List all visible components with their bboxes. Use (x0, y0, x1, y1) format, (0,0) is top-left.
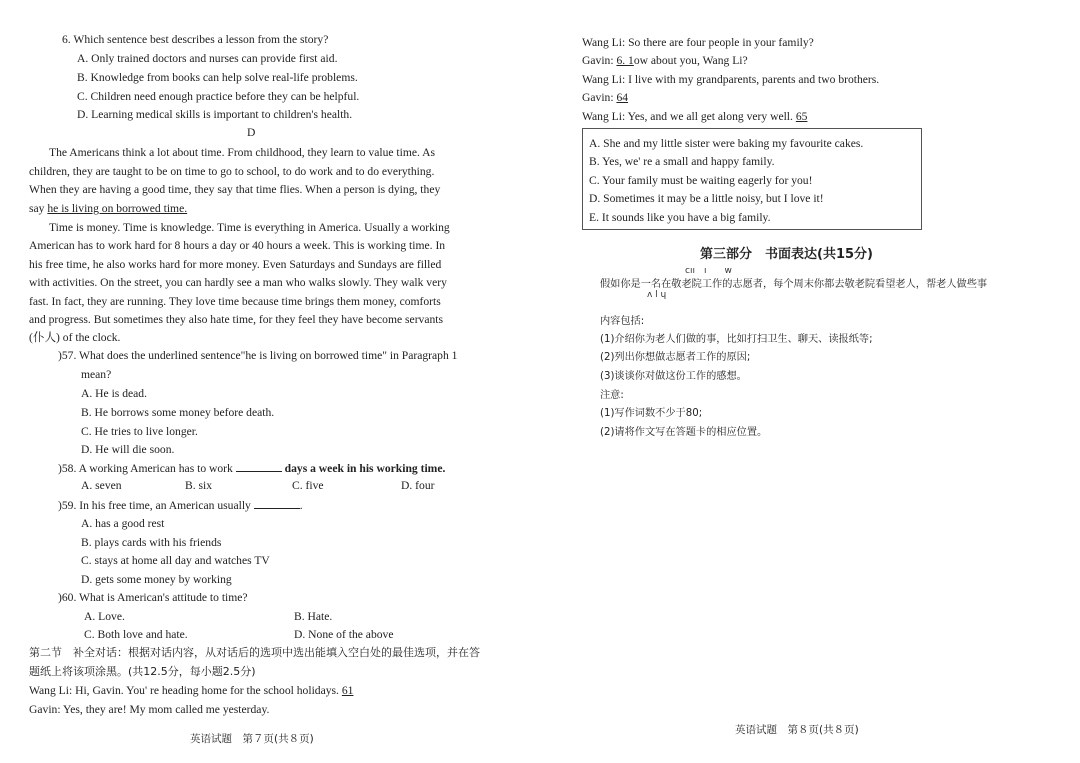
dialog-option-d: D. Sometimes it may be a little noisy, but I love it! (589, 192, 824, 205)
dialog-option-a: A. She and my little sister were baking my favourite cakes. (589, 137, 864, 150)
q57-stem-cont: mean? (81, 368, 112, 381)
q6-option-b: B. Knowledge from books can help solve real-life problems. (77, 71, 358, 84)
dialog-text: Wang Li: Hi, Gavin. You' re heading home for the school holidays. (29, 684, 342, 697)
dialog-text: ow about you, Wang Li? (633, 54, 748, 67)
q58-option-d: D. four (401, 479, 435, 492)
page-footer: 英语试题 第８页(共８页) (735, 724, 859, 736)
dialog-line (582, 110, 807, 124)
underlined-sentence: he is living on borrowed time. (47, 202, 188, 215)
q57-option-b: B. He borrows some money before death. (81, 406, 275, 419)
note-item: (2)请将作文写在答题卡的相应位置。 (600, 427, 768, 438)
passage-line: Time is money. Time is knowledge. Time is everything in America. Usually a working (49, 221, 450, 234)
dialog-text: Gavin: (582, 54, 617, 67)
page-footer: 英语试题 第７页(共８页) (190, 733, 314, 745)
blank-number: 61 (341, 684, 354, 697)
q57-option-d: D. He will die soon. (81, 443, 175, 456)
writing-prompt: 假如你是一名在敬老院工作的志愿者，每个周末你都去敬老院看望老人，帮老人做些事 (600, 279, 988, 290)
q59-stem (58, 498, 303, 513)
q59-stem-text: . (299, 499, 303, 512)
q57-option-c: C. He tries to live longer. (81, 425, 198, 438)
q57-stem: )57. What does the underlined sentence"he is living on borrowed time" in Paragraph 1 (58, 349, 458, 362)
dialog-line (582, 54, 748, 68)
dialog-line (29, 684, 353, 698)
answer-blank (254, 498, 300, 509)
q58-stem (58, 461, 445, 476)
q6-option-a: A. Only trained doctors and nurses can provide first aid. (77, 52, 338, 65)
passage-line (29, 202, 187, 216)
q58-option-a: A. seven (81, 479, 122, 492)
note-label: 注意: (600, 390, 624, 401)
blank-number: 64 (616, 91, 629, 104)
q6-option-d: D. Learning medical skills is important to children's health. (77, 108, 353, 121)
dialog-option-e: E. It sounds like you have a big family. (589, 211, 771, 224)
q57-option-a: A. He is dead. (81, 387, 148, 400)
content-label: 内容包括: (600, 316, 645, 327)
content-item: (1)介绍你为老人们做的事，比如打扫卫生、聊天、读报纸等; (600, 334, 873, 345)
q60-option-d: D. None of the above (294, 628, 394, 641)
right-page (540, 0, 1080, 763)
passage-line: children, they are taught to be on time to go to school, to do work and to do everything. (29, 165, 435, 178)
dialog-option-c: C. Your family must be waiting eagerly for you! (589, 174, 813, 187)
note-item: (1)写作词数不少于80; (600, 408, 703, 419)
content-item: (3)谈谈你对做这份工作的感想。 (600, 371, 747, 382)
q59-option-a: A. has a good rest (81, 517, 165, 530)
q6-option-c: C. Children need enough practice before they can be helpful. (77, 90, 360, 103)
passage-line: fast. In fact, they are running. They love time because time brings them money, comforts (29, 295, 441, 308)
blank-number: 6. 1 (616, 54, 634, 67)
passage-line: and progress. But sometimes they also hate time, for they feel they have become servants (29, 313, 444, 326)
passage-line: (仆人) of the clock. (29, 331, 121, 344)
dialog-text: Gavin: (582, 91, 617, 104)
q59-stem-text: )59. In his free time, an American usually (58, 499, 254, 512)
dialog-line: Wang Li: I live with my grandparents, parents and two brothers. (582, 73, 880, 86)
section-d-heading: D (247, 126, 256, 139)
q58-option-c: C. five (292, 479, 324, 492)
q60-option-a: A. Love. (84, 610, 125, 623)
answer-blank (236, 461, 282, 472)
section2-instruction: 第二节 补全对话：根据对话内容，从对话后的选项中选出能填入空白处的最佳选项，并在答 (29, 646, 480, 659)
dialog-text: Wang Li: Yes, and we all get along very well. (582, 110, 796, 123)
handwriting-scribble: ʌ l ɥ (647, 290, 667, 300)
passage-line: The Americans think a lot about time. From childhood, they learn to value time. As (49, 146, 436, 159)
dialog-option-b: B. Yes, we' re a small and happy family. (589, 155, 775, 168)
q59-option-d: D. gets some money by working (81, 573, 232, 586)
q60-stem: )60. What is American's attitude to time? (58, 591, 248, 604)
dialog-line: Wang Li: So there are four people in your family? (582, 36, 814, 49)
q6-stem: 6. Which sentence best describes a lesson from the story? (62, 33, 329, 46)
handwriting-scribble: cıı ı w (685, 266, 732, 276)
passage-line: American has to work hard for 8 hours a day or 40 hours a week. This is working time. In (29, 239, 446, 252)
part3-title: 第三部分 书面表达(共15分) (700, 247, 873, 262)
dialog-line: Gavin: Yes, they are! My mom called me yesterday. (29, 703, 270, 716)
passage-line: with activities. On the street, you can hardly see a man who walks slowly. They walk very (29, 276, 447, 289)
content-item: (2)列出你想做志愿者工作的原因; (600, 352, 751, 363)
passage-line: his free time, he also works hard for more money. Even Saturdays and Sundays are filled (29, 258, 442, 271)
passage-text: say (29, 202, 48, 215)
q58-option-b: B. six (185, 479, 213, 492)
q58-stem-text: )58. A working American has to work (58, 462, 236, 475)
section2-instruction-cont: 题纸上将该项涂黑。(共12.5分，每小题2.5分) (29, 665, 256, 678)
dialog-line (582, 91, 628, 105)
q59-option-b: B. plays cards with his friends (81, 536, 222, 549)
passage-line: When they are having a good time, they say that time flies. When a person is dying, they (29, 183, 441, 196)
q59-option-c: C. stays at home all day and watches TV (81, 554, 270, 567)
q60-option-b: B. Hate. (294, 610, 333, 623)
blank-number: 65 (795, 110, 808, 123)
q60-option-c: C. Both love and hate. (84, 628, 188, 641)
q58-stem-text: days a week in his working time. (284, 462, 446, 475)
